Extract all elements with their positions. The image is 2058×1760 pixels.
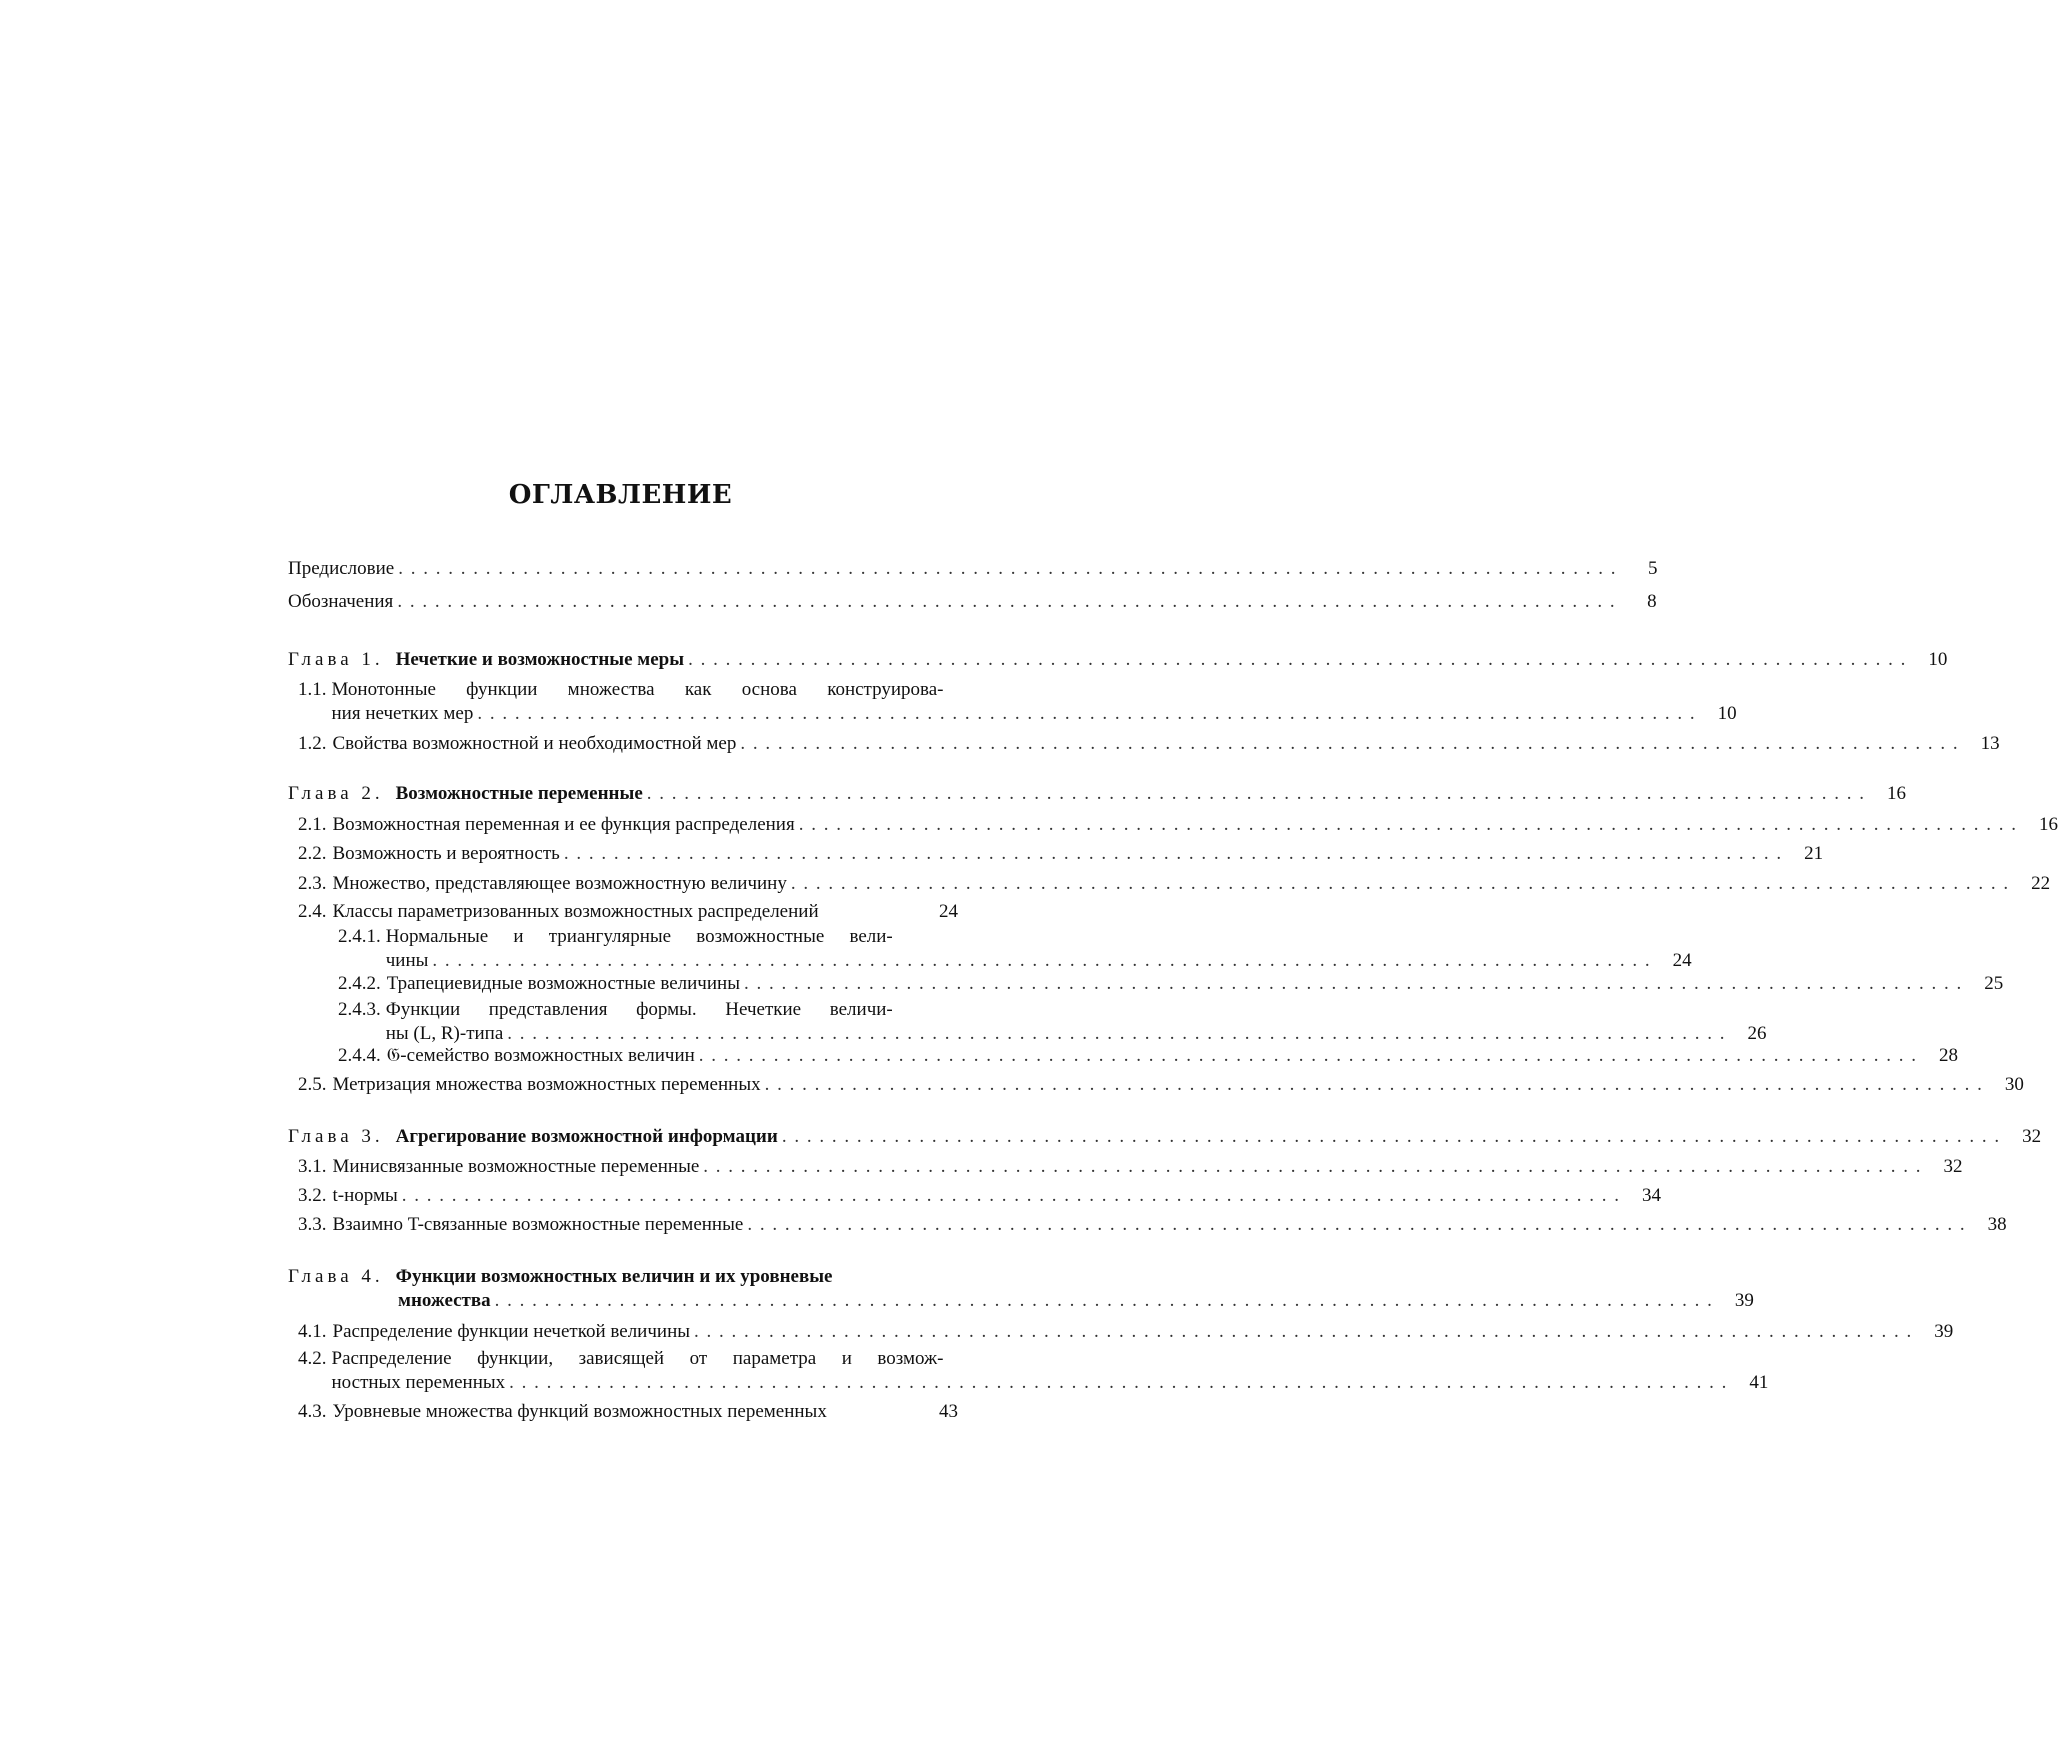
toc-section-3-1[interactable] — [288, 1155, 1963, 1179]
leader-dots — [740, 732, 1957, 756]
subsection-title-line1: Нормальные и триангулярные возможностные вели- — [385, 926, 893, 947]
section-title: Минисвязанные возможностные переменные — [332, 1156, 700, 1177]
page-title: ОГЛАВЛЕНИЕ — [508, 480, 733, 510]
page-number: 10 — [1717, 703, 1737, 724]
page-number: 39 — [1934, 1321, 1954, 1342]
section-title-line1: Распределение функции, зависящей от параметра и возмож- — [331, 1348, 944, 1369]
page-number: 24 — [939, 901, 958, 922]
page-number: 16 — [1887, 783, 1907, 804]
toc-section-4-2[interactable] — [288, 1347, 1769, 1395]
leader-dots — [397, 590, 1614, 614]
page-number: 24 — [1672, 950, 1692, 971]
section-title: Возможность и вероятность — [332, 843, 560, 864]
leader-dots — [694, 1320, 1911, 1344]
section-number: 3.1. — [298, 1156, 327, 1177]
page-number: 41 — [1749, 1372, 1769, 1393]
page-number: 16 — [2038, 814, 2058, 835]
page-number: 22 — [2031, 873, 2051, 894]
toc-chapter-2[interactable] — [288, 782, 1907, 806]
leader-dots — [782, 1125, 1999, 1149]
chapter-title-line1: Функции возможностных величин и их уровневые — [395, 1266, 833, 1287]
page-number: 13 — [1980, 733, 2000, 754]
section-number: 2.5. — [298, 1074, 327, 1095]
subsection-title: 𝔊-семейство возможностных величин — [386, 1045, 695, 1066]
toc-subsection-2-4-3[interactable] — [288, 998, 1767, 1046]
section-number: 4.1. — [298, 1321, 327, 1342]
chapter-title: Возможностные переменные — [395, 783, 643, 804]
page-number: 34 — [1642, 1185, 1662, 1206]
page-number: 21 — [1804, 843, 1824, 864]
toc-section-2-1[interactable] — [288, 813, 2058, 837]
toc-section-1-2[interactable] — [288, 732, 2000, 756]
leader-dots — [647, 782, 1864, 806]
toc-entry-preface[interactable] — [288, 557, 1658, 581]
leader-dots — [688, 648, 1905, 672]
section-number: 2.4. — [298, 901, 327, 922]
leader-dots — [402, 1184, 1619, 1208]
toc-entry-notation[interactable] — [288, 590, 1657, 614]
toc-subsection-2-4-1[interactable] — [288, 925, 1692, 973]
section-number: 3.2. — [298, 1185, 327, 1206]
leader-dots — [564, 842, 1781, 866]
leader-dots — [799, 813, 2016, 837]
toc-chapter-1[interactable] — [288, 648, 1948, 672]
page-number: 30 — [2004, 1074, 2024, 1095]
section-number: 1.2. — [298, 733, 327, 754]
page-number: 25 — [1984, 973, 2004, 994]
leader-dots — [477, 702, 1694, 726]
section-number: 2.1. — [298, 814, 327, 835]
leader-dots — [791, 872, 2008, 896]
section-title: Свойства возможностной и необходимостной мер — [332, 733, 737, 754]
subsection-title-line2: ны (L, R)-типа — [385, 1023, 504, 1044]
section-title: Возможностная переменная и ее функция распределения — [332, 814, 795, 835]
section-title-line1: Монотонные функции множества как основа конструирова- — [331, 679, 944, 700]
section-number: 3.3. — [298, 1214, 327, 1235]
leader-dots — [398, 557, 1615, 581]
chapter-prefix: Глава 1. — [288, 649, 384, 670]
subsection-title: Трапециевидные возможностные величины — [386, 973, 740, 994]
section-number: 4.2. — [298, 1348, 327, 1369]
section-title: Множество, представляющее возможностную величину — [332, 873, 787, 894]
subsection-number: 2.4.4. — [338, 1045, 381, 1066]
page-number: 8 — [1647, 591, 1657, 612]
leader-dots — [699, 1044, 1916, 1068]
section-title: Метризация множества возможностных переменных — [332, 1074, 761, 1095]
page-number: 32 — [2022, 1126, 2042, 1147]
toc-section-1-1[interactable] — [288, 678, 1737, 726]
subsection-title-line2: чины — [385, 950, 429, 971]
leader-dots — [495, 1289, 1712, 1313]
toc-section-3-3[interactable] — [288, 1213, 2007, 1237]
page-number: 10 — [1928, 649, 1948, 670]
section-title: Классы параметризованных возможностных распределений — [332, 901, 819, 922]
leader-dots — [765, 1073, 1982, 1097]
section-title-line2: ния нечетких мер — [331, 703, 474, 724]
section-number: 2.3. — [298, 873, 327, 894]
subsection-number: 2.4.2. — [338, 973, 381, 994]
toc-entry-label: Обозначения — [288, 591, 394, 612]
page-number: 38 — [1987, 1214, 2007, 1235]
section-number: 4.3. — [298, 1401, 327, 1422]
toc-section-2-4[interactable] — [288, 900, 958, 924]
chapter-prefix: Глава 2. — [288, 783, 384, 804]
leader-dots — [703, 1155, 1920, 1179]
toc-subsection-2-4-4[interactable] — [288, 1044, 1959, 1068]
toc-section-2-3[interactable] — [288, 872, 2051, 896]
toc-chapter-4[interactable] — [288, 1265, 1754, 1313]
toc-section-2-5[interactable] — [288, 1073, 2024, 1097]
toc-subsection-2-4-2[interactable] — [288, 972, 2004, 996]
toc-section-4-1[interactable] — [288, 1320, 1954, 1344]
subsection-title-line1: Функции представления формы. Нечеткие величи- — [385, 999, 893, 1020]
page-number: 5 — [1647, 558, 1658, 579]
page-number: 26 — [1747, 1023, 1767, 1044]
page-number: 28 — [1939, 1045, 1959, 1066]
section-number: 2.2. — [298, 843, 327, 864]
section-number: 1.1. — [298, 679, 327, 700]
page-number: 39 — [1734, 1290, 1754, 1311]
toc-section-3-2[interactable] — [288, 1184, 1662, 1208]
chapter-title-line2: множества — [398, 1290, 491, 1311]
toc-section-2-2[interactable] — [288, 842, 1824, 866]
section-title: Распределение функции нечеткой величины — [332, 1321, 691, 1342]
section-title: t-нормы — [332, 1185, 398, 1206]
section-title: Уровневые множества функций возможностных переменных — [332, 1401, 827, 1422]
leader-dots — [744, 972, 1961, 996]
chapter-prefix: Глава 4. — [288, 1266, 384, 1287]
page-number: 43 — [939, 1401, 958, 1422]
leader-dots — [747, 1213, 1964, 1237]
chapter-prefix: Глава 3. — [288, 1126, 384, 1147]
toc-entry-label: Предисловие — [288, 558, 395, 579]
chapter-title: Агрегирование возможностной информации — [395, 1126, 778, 1147]
leader-dots — [507, 1022, 1724, 1046]
toc-section-4-3[interactable] — [288, 1400, 958, 1424]
chapter-title: Нечеткие и возможностные меры — [395, 649, 685, 670]
leader-dots — [432, 949, 1649, 973]
section-title: Взаимно T-связанные возможностные переменные — [332, 1214, 744, 1235]
leader-dots — [509, 1371, 1726, 1395]
subsection-number: 2.4.3. — [338, 999, 381, 1020]
subsection-number: 2.4.1. — [338, 926, 381, 947]
page-number: 32 — [1943, 1156, 1963, 1177]
toc-chapter-3[interactable] — [288, 1125, 2042, 1149]
section-title-line2: ностных переменных — [331, 1372, 506, 1393]
